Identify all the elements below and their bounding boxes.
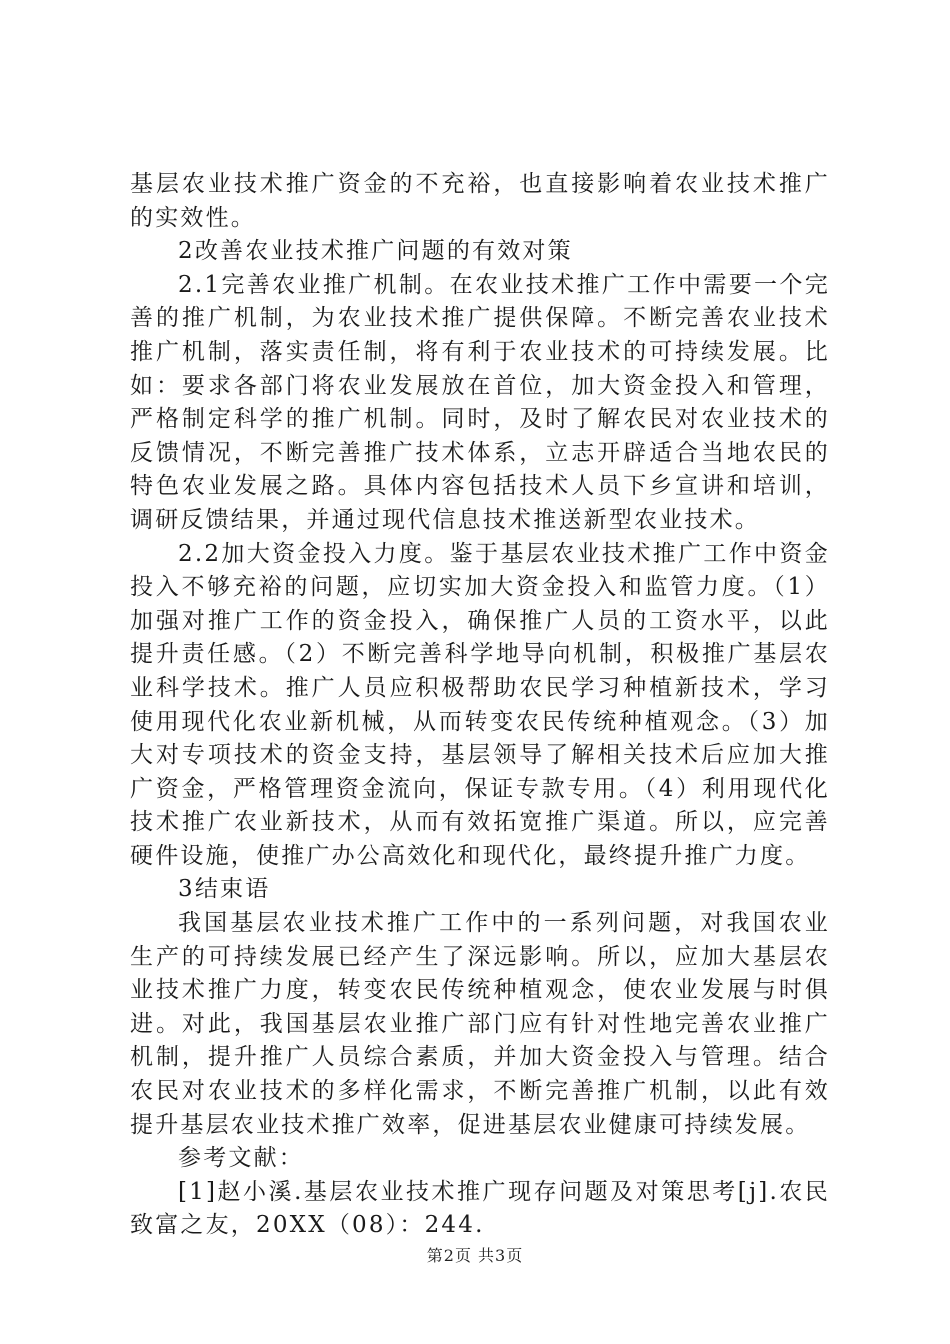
references-heading: 参考文献：	[178, 1145, 304, 1172]
paragraph-conclusion: 我国基层农业技术推广工作中的一系列问题，对我国农业生产的可持续发展已经产生了深远影响。所以，应加大基层农业技术推广力度，转变农民传统种植观念，使农业发展与时俱进。对此，我国基层农业推广部门应有针对性地完善农业推广机制，提升推广人员综合素质，并加大资金投入与管理。结合农民对农业技术的多样化需求，不断完善推广机制，以此有效提升基层农业技术推广效率，促进基层农业健康可持续发展。	[130, 910, 830, 1138]
page-footer: 第2页 共3页	[426, 1246, 524, 1265]
document-body	[130, 168, 830, 1243]
section-heading-3: 3结束语	[178, 876, 271, 903]
section-heading-2: 2改善农业技术推广问题的有效对策	[178, 238, 573, 265]
paragraph-2-1: 2.1完善农业推广机制。在农业技术推广工作中需要一个完善的推广机制，为农业技术推广提供保障。不断完善农业技术推广机制，落实责任制，将有利于农业技术的可持续发展。比如：要求各部门将农业发展放在首位，加大资金投入和管理，严格制定科学的推广机制。同时，及时了解农民对农业技术的反馈情况，不断完善推广技术体系，立志开辟适合当地农民的特色农业发展之路。具体内容包括技术人员下乡宣讲和培训，调研反馈结果，并通过现代信息技术推送新型农业技术。	[130, 271, 830, 533]
paragraph-continuation: 基层农业技术推广资金的不充裕，也直接影响着农业技术推广的实效性。	[130, 171, 830, 231]
paragraph-2-2: 2.2加大资金投入力度。鉴于基层农业技术推广工作中资金投入不够充裕的问题，应切实加大资金投入和监管力度。（1）加强对推广工作的资金投入，确保推广人员的工资水平，以此提升责任感。（2）不断完善科学地导向机制，积极推广基层农业科学技术。推广人员应积极帮助农民学习种植新技术，学习使用现代化农业新机械，从而转变农民传统种植观念。（3）加大对专项技术的资金支持，基层领导了解相关技术后应加大推广资金，严格管理资金流向，保证专款专用。（4）利用现代化技术推广农业新技术，从而有效拓宽推广渠道。所以，应完善硬件设施，使推广办公高效化和现代化，最终提升推广力度。	[130, 540, 830, 869]
reference-item: [1]赵小溪.基层农业技术推广现存问题及对策思考[j].农民致富之友，20XX（08）：244.	[130, 1178, 830, 1239]
